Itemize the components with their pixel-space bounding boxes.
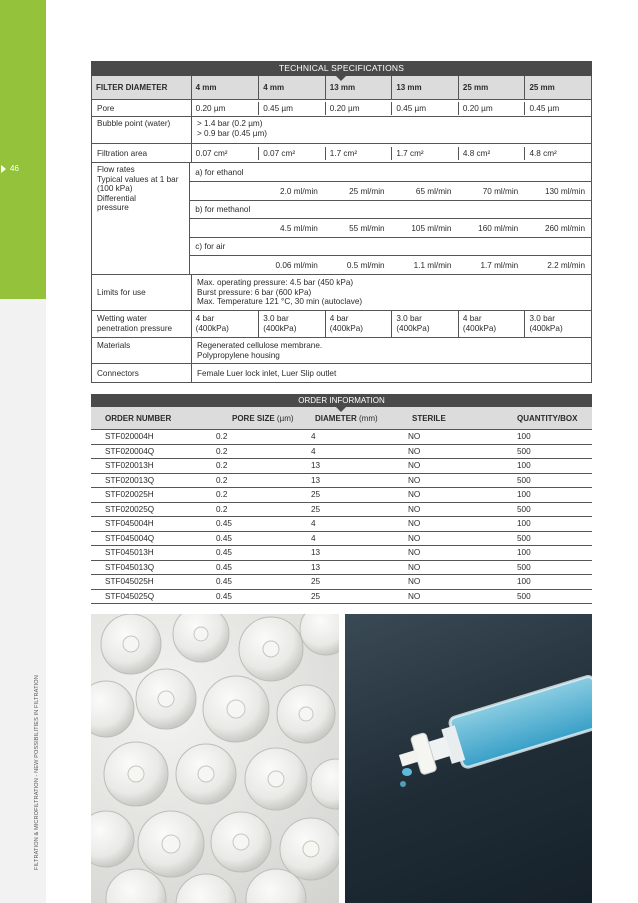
area-value: 0.07 cm² — [258, 147, 325, 160]
sterile-cell: NO — [408, 432, 421, 442]
table-row — [91, 445, 592, 460]
title-notch — [335, 406, 347, 412]
pore-value: 0.20 µm — [195, 103, 226, 113]
methanol-value: 160 ml/min — [478, 223, 519, 233]
table-row — [91, 474, 592, 489]
area-value: 1.7 cm² — [391, 147, 458, 160]
wetting-label — [92, 311, 192, 337]
spec-title-bar — [91, 61, 592, 76]
table-row — [91, 532, 592, 547]
sterile-cell: NO — [408, 591, 421, 601]
syringe-filters-image — [91, 614, 339, 903]
empty-cell — [190, 182, 257, 200]
diameter-cell: 13 — [311, 548, 321, 558]
ethanol-value: 70 ml/min — [482, 186, 519, 196]
quantity-cell: 500 — [517, 504, 531, 514]
filtration-area-label: Filtration area — [92, 144, 192, 162]
wetting-value — [524, 311, 591, 337]
materials-line: Regenerated cellulose membrane. — [197, 341, 323, 350]
order-number-cell: STF045025H — [105, 577, 154, 587]
col-sterile: STERILE — [412, 413, 446, 423]
pore-value: 0.20 µm — [325, 102, 392, 115]
flow-label-line: Typical values at 1 bar — [97, 174, 179, 184]
area-value: 1.7 cm² — [325, 147, 392, 160]
flow-label-line: (100 kPa) — [97, 184, 133, 193]
col-diameter — [301, 414, 399, 423]
sterile-cell: NO — [408, 446, 421, 456]
air-value: 2.2 ml/min — [547, 260, 585, 270]
methanol-label: b) for methanol — [190, 200, 591, 218]
wetting-bar: 4 bar — [329, 314, 349, 323]
page-arrow-icon — [1, 165, 6, 173]
ethanol-label: a) for ethanol — [195, 167, 244, 177]
wetting-kpa: (400kPa) — [396, 323, 430, 333]
flow-label-line: Flow rates — [97, 165, 135, 174]
pore-size-cell: 0.2 — [216, 446, 228, 456]
flow-label-line: Differential — [97, 193, 136, 203]
table-row — [91, 430, 592, 445]
page-number: 46 — [10, 164, 19, 173]
sterile-cell: NO — [408, 504, 421, 514]
order-body — [91, 430, 592, 604]
diameter-cell: 25 — [311, 490, 321, 500]
air-label: c) for air — [190, 237, 591, 255]
pore-value: 0.20 µm — [458, 102, 525, 115]
header-diameter: 4 mm — [195, 83, 217, 92]
pore-value: 0.45 µm — [391, 102, 458, 115]
bubble-point-values — [192, 117, 591, 143]
bubble-point-label: Bubble point (water) — [92, 117, 192, 143]
sterile-cell: NO — [408, 548, 421, 558]
methanol-values — [190, 218, 591, 237]
diameter-cell: 13 — [311, 461, 321, 471]
air-value: 0.06 ml/min — [275, 260, 318, 270]
order-number-cell: STF020004Q — [105, 446, 155, 456]
diameter-cell: 4 — [311, 519, 316, 529]
col-diameter-label: DIAMETER — [315, 413, 357, 423]
ethanol-values — [190, 181, 591, 200]
wetting-bar: 4 bar — [195, 314, 215, 323]
pore-value: 0.45 µm — [524, 102, 591, 115]
air-values — [190, 255, 591, 274]
air-value: 1.7 ml/min — [480, 260, 519, 270]
wetting-bar: 4 bar — [462, 314, 482, 323]
col-pore-size-label: PORE SIZE — [232, 413, 275, 423]
diameter-cell: 13 — [311, 475, 321, 485]
quantity-cell: 500 — [517, 533, 531, 543]
filtration-area-row — [92, 143, 591, 162]
quantity-cell: 500 — [517, 562, 531, 572]
quantity-cell: 500 — [517, 446, 531, 456]
order-title-bar — [91, 394, 592, 407]
table-row — [91, 561, 592, 576]
order-number-cell: STF045013Q — [105, 562, 155, 572]
pore-size-cell: 0.45 — [216, 562, 232, 572]
header-diameter: 13 mm — [325, 76, 392, 99]
empty-cell — [190, 256, 257, 274]
wetting-bar: 3.0 bar — [396, 314, 422, 323]
ethanol-value: 2.0 ml/min — [280, 186, 318, 196]
pore-row — [92, 99, 591, 116]
order-number-cell: STF045013H — [105, 548, 154, 558]
pore-label: Pore — [92, 100, 192, 116]
order-information-table — [91, 394, 592, 604]
col-pore-size-unit: (µm) — [276, 413, 294, 423]
wetting-bar: 3.0 bar — [529, 314, 555, 323]
limits-line: Max. operating pressure: 4.5 bar (450 kPa) — [197, 278, 354, 287]
table-row — [91, 517, 592, 532]
flow-rates-values — [190, 163, 591, 274]
col-order-number: ORDER NUMBER — [105, 413, 172, 423]
section-tab — [0, 0, 46, 299]
bubble-point-row — [92, 116, 591, 143]
diameter-cell: 4 — [311, 432, 316, 442]
order-number-cell: STF020025H — [105, 490, 154, 500]
wetting-kpa: (400kPa) — [529, 323, 563, 333]
methanol-value: 4.5 ml/min — [280, 223, 318, 233]
wetting-kpa: (400kPa) — [195, 323, 229, 333]
materials-label: Materials — [92, 338, 192, 363]
ethanol-value: 130 ml/min — [544, 186, 585, 196]
wetting-value — [391, 311, 458, 337]
sterile-cell: NO — [408, 461, 421, 471]
quantity-cell: 100 — [517, 577, 531, 587]
order-number-cell: STF020013H — [105, 461, 154, 471]
filters-photo — [91, 614, 339, 903]
wetting-row — [92, 310, 591, 337]
diameter-cell: 25 — [311, 577, 321, 587]
header-diameter: 13 mm — [391, 76, 458, 99]
table-row — [91, 546, 592, 561]
wetting-value — [192, 311, 259, 337]
pore-size-cell: 0.2 — [216, 461, 228, 471]
quantity-cell: 100 — [517, 461, 531, 471]
wetting-value — [258, 311, 325, 337]
quantity-cell: 100 — [517, 432, 531, 442]
diameter-cell: 4 — [311, 446, 316, 456]
syringe-photo — [345, 614, 592, 903]
sidebar — [0, 0, 46, 903]
table-row — [91, 590, 592, 605]
header-filter-diameter: FILTER DIAMETER — [92, 76, 192, 99]
quantity-cell: 100 — [517, 490, 531, 500]
diameter-cell: 25 — [311, 591, 321, 601]
quantity-cell: 500 — [517, 475, 531, 485]
wetting-label-line: Wetting water — [97, 314, 147, 323]
pore-size-cell: 0.45 — [216, 533, 232, 543]
table-row — [91, 503, 592, 518]
ethanol-value: 65 ml/min — [415, 186, 452, 196]
col-diameter-unit: (mm) — [359, 413, 378, 423]
syringe-image — [345, 614, 592, 903]
pore-size-cell: 0.45 — [216, 591, 232, 601]
spec-title: TECHNICAL SPECIFICATIONS — [278, 63, 405, 73]
col-quantity: QUANTITY/BOX — [517, 413, 578, 423]
order-number-cell: STF020025Q — [105, 504, 155, 514]
order-number-cell: STF020013Q — [105, 475, 155, 485]
materials-line: Polypropylene housing — [197, 350, 280, 360]
limits-label: Limits for use — [92, 275, 192, 310]
limits-values — [192, 275, 591, 310]
air-value: 0.5 ml/min — [346, 260, 385, 270]
wetting-label-line: penetration pressure — [97, 323, 173, 333]
pore-size-cell: 0.45 — [216, 577, 232, 587]
order-number-cell: STF045004H — [105, 519, 154, 529]
area-value: 0.07 cm² — [195, 148, 228, 158]
header-diameter: 25 mm — [524, 76, 591, 99]
quantity-cell: 100 — [517, 548, 531, 558]
order-number-cell: STF045004Q — [105, 533, 155, 543]
diameter-cell: 4 — [311, 533, 316, 543]
limits-line: Burst pressure: 6 bar (600 kPa) — [197, 287, 312, 297]
methanol-value: 105 ml/min — [411, 223, 452, 233]
flow-label-line: pressure — [97, 203, 129, 212]
sterile-cell: NO — [408, 519, 421, 529]
flow-rates-block — [92, 162, 591, 274]
wetting-kpa: (400kPa) — [462, 323, 497, 333]
diameter-cell: 25 — [311, 504, 321, 514]
air-value: 1.1 ml/min — [413, 260, 452, 270]
sterile-cell: NO — [408, 562, 421, 572]
methanol-value: 55 ml/min — [349, 223, 385, 233]
limits-line: Max. Temperature 121 °C, 30 min (autoclave) — [197, 297, 363, 306]
spec-grid — [91, 76, 592, 383]
sterile-cell: NO — [408, 533, 421, 543]
limits-row — [92, 274, 591, 310]
wetting-value — [458, 311, 525, 337]
pore-size-cell: 0.45 — [216, 519, 232, 529]
connectors-label: Connectors — [92, 364, 192, 382]
wetting-kpa: (400kPa) — [263, 323, 297, 333]
area-value: 4.8 cm² — [524, 147, 591, 160]
table-row — [91, 459, 592, 474]
bubble-point-line: > 1.4 bar (0.2 µm) — [197, 119, 263, 128]
header-diameter: 4 mm — [258, 76, 325, 99]
connectors-value: Female Luer lock inlet, Luer Slip outlet — [197, 368, 337, 378]
sterile-cell: NO — [408, 490, 421, 500]
col-pore-size — [205, 414, 301, 423]
methanol-value: 260 ml/min — [544, 223, 585, 233]
title-notch — [335, 75, 347, 81]
pore-size-cell: 0.2 — [216, 475, 228, 485]
ethanol-value: 25 ml/min — [349, 186, 385, 196]
bubble-point-line: > 0.9 bar (0.45 µm) — [197, 128, 268, 138]
wetting-kpa: (400kPa) — [329, 323, 363, 333]
pore-size-cell: 0.2 — [216, 490, 228, 500]
order-number-cell: STF045025Q — [105, 591, 155, 601]
materials-values — [192, 338, 591, 363]
wetting-value — [325, 311, 392, 337]
area-value: 4.8 cm² — [458, 147, 525, 160]
connectors-row — [92, 363, 591, 382]
order-number-cell: STF020004H — [105, 432, 154, 442]
sterile-cell: NO — [408, 475, 421, 485]
materials-row — [92, 337, 591, 363]
empty-cell — [190, 219, 257, 237]
wetting-bar: 3.0 bar — [263, 314, 289, 323]
side-caption: FILTRATION & MICROFILTRATION - NEW POSSIBILITIES IN FILTRATION — [34, 675, 40, 870]
header-diameter: 25 mm — [458, 76, 525, 99]
diameter-cell: 13 — [311, 562, 321, 572]
pore-size-cell: 0.2 — [216, 504, 228, 514]
table-row — [91, 575, 592, 590]
pore-size-cell: 0.2 — [216, 432, 228, 442]
sterile-cell: NO — [408, 577, 421, 587]
quantity-cell: 100 — [517, 519, 531, 529]
table-row — [91, 488, 592, 503]
order-title: ORDER INFORMATION — [298, 396, 385, 405]
pore-size-cell: 0.45 — [216, 548, 232, 558]
flow-rates-label — [92, 163, 190, 274]
quantity-cell: 500 — [517, 591, 531, 601]
pore-value: 0.45 µm — [258, 102, 325, 115]
technical-specifications-table — [91, 61, 592, 383]
